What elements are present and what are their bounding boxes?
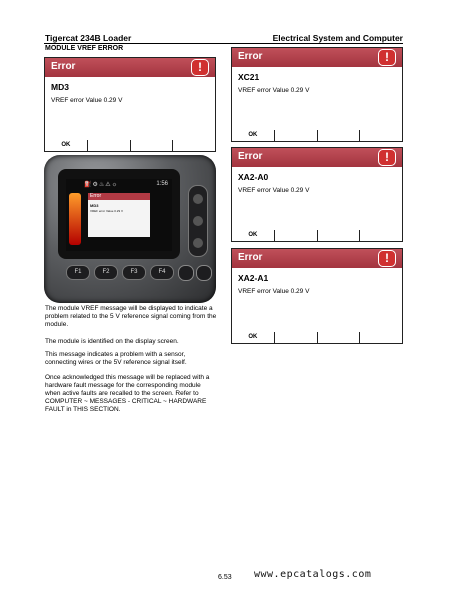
paragraph-3: This message indicates a problem with a sensor, connecting wires or the 5V reference signal itself.	[45, 351, 187, 366]
error-title: Error	[238, 151, 263, 162]
softkey-row	[232, 130, 402, 141]
paragraph-2: The module is identified on the display screen.	[45, 338, 179, 345]
status-bar	[66, 179, 172, 190]
joystick-icon[interactable]	[178, 265, 194, 281]
softkey-4[interactable]	[359, 230, 402, 241]
warning-icon: !	[191, 59, 209, 76]
error-title-bar	[232, 148, 402, 167]
ok-softkey[interactable]: OK	[248, 334, 258, 340]
status-icons: ⛽⚙♨⚠☼	[84, 182, 119, 188]
error-dialog-md3	[44, 57, 216, 152]
error-code: XA2-A1	[238, 273, 269, 283]
error-title: Error	[51, 61, 76, 72]
error-title-bar	[45, 58, 215, 77]
softkey-3[interactable]	[317, 230, 360, 241]
error-code: XA2-A0	[238, 172, 269, 182]
softkey-2[interactable]	[87, 140, 130, 151]
f3-button[interactable]: F3	[122, 265, 146, 280]
header-title-right: Electrical System and Computer	[272, 33, 403, 43]
display-screen	[66, 179, 172, 251]
softkey-2[interactable]	[274, 230, 317, 241]
warning-icon: !	[378, 49, 396, 66]
error-message: VREF error Value 0.29 V	[238, 87, 310, 94]
f4-button[interactable]: F4	[150, 265, 174, 280]
softkey-4[interactable]	[359, 130, 402, 141]
paragraph-4: Once acknowledged this message will be replaced with a hardware fault message for the corresponding module when active faults are recalled to the screen. Refer to COMPUTER ~ MESSAGES - CRITICAL ~ HARDWARE FAULT in THIS SECTION.	[45, 374, 210, 413]
softkey-row	[45, 140, 215, 151]
menu-icon[interactable]	[196, 265, 212, 281]
ok-softkey[interactable]: OK	[248, 132, 258, 138]
softkey-2[interactable]	[274, 130, 317, 141]
softkey-2[interactable]	[274, 332, 317, 343]
watermark: www.epcatalogs.com	[254, 569, 372, 580]
mini-error-dialog	[88, 193, 150, 237]
error-title: Error	[238, 51, 263, 62]
display-unit-photo	[44, 155, 216, 303]
softkey-3[interactable]	[317, 130, 360, 141]
error-dialog-xc21	[231, 47, 403, 142]
mini-error-message: VREF error Value 0.29 V	[90, 209, 123, 213]
up-arrow-icon[interactable]	[193, 194, 203, 204]
paragraph-1: The module VREF message will be displayed to indicate a problem related to the 5 V reference signal coming from the module.	[45, 305, 217, 328]
warning-icon: !	[378, 149, 396, 166]
header-title-left: Tigercat 234B Loader	[45, 33, 132, 43]
softkey-row	[232, 230, 402, 241]
error-dialog-xa2-a1	[231, 248, 403, 344]
gauge-icon	[69, 193, 81, 245]
down-arrow-icon[interactable]	[193, 238, 203, 248]
error-title-bar	[232, 48, 402, 67]
softkey-4[interactable]	[172, 140, 215, 151]
error-code: MD3	[51, 82, 69, 92]
ok-softkey[interactable]: OK	[248, 232, 258, 238]
ok-softkey[interactable]: OK	[61, 142, 71, 148]
f2-button[interactable]: F2	[94, 265, 118, 280]
softkey-3[interactable]	[130, 140, 173, 151]
error-message: VREF error Value 0.29 V	[51, 97, 123, 104]
header-rule	[44, 43, 403, 44]
warning-icon: !	[378, 250, 396, 267]
error-code: XC21	[238, 72, 260, 82]
select-button[interactable]	[193, 216, 203, 226]
clock: 1:56	[156, 181, 168, 187]
softkey-row	[232, 332, 402, 343]
page-number: 6.53	[218, 574, 232, 581]
nav-rocker[interactable]	[188, 185, 208, 257]
softkey-3[interactable]	[317, 332, 360, 343]
error-message: VREF error Value 0.29 V	[238, 288, 310, 295]
softkey-4[interactable]	[359, 332, 402, 343]
mini-error-bar: Error	[88, 193, 150, 200]
error-dialog-xa2-a0	[231, 147, 403, 242]
section-title: MODULE VREF ERROR	[45, 45, 124, 52]
error-message: VREF error Value 0.29 V	[238, 187, 310, 194]
function-keys	[66, 265, 174, 280]
error-title: Error	[238, 252, 263, 263]
mini-error-code: MD3	[90, 203, 99, 208]
error-title-bar	[232, 249, 402, 268]
f1-button[interactable]: F1	[66, 265, 90, 280]
